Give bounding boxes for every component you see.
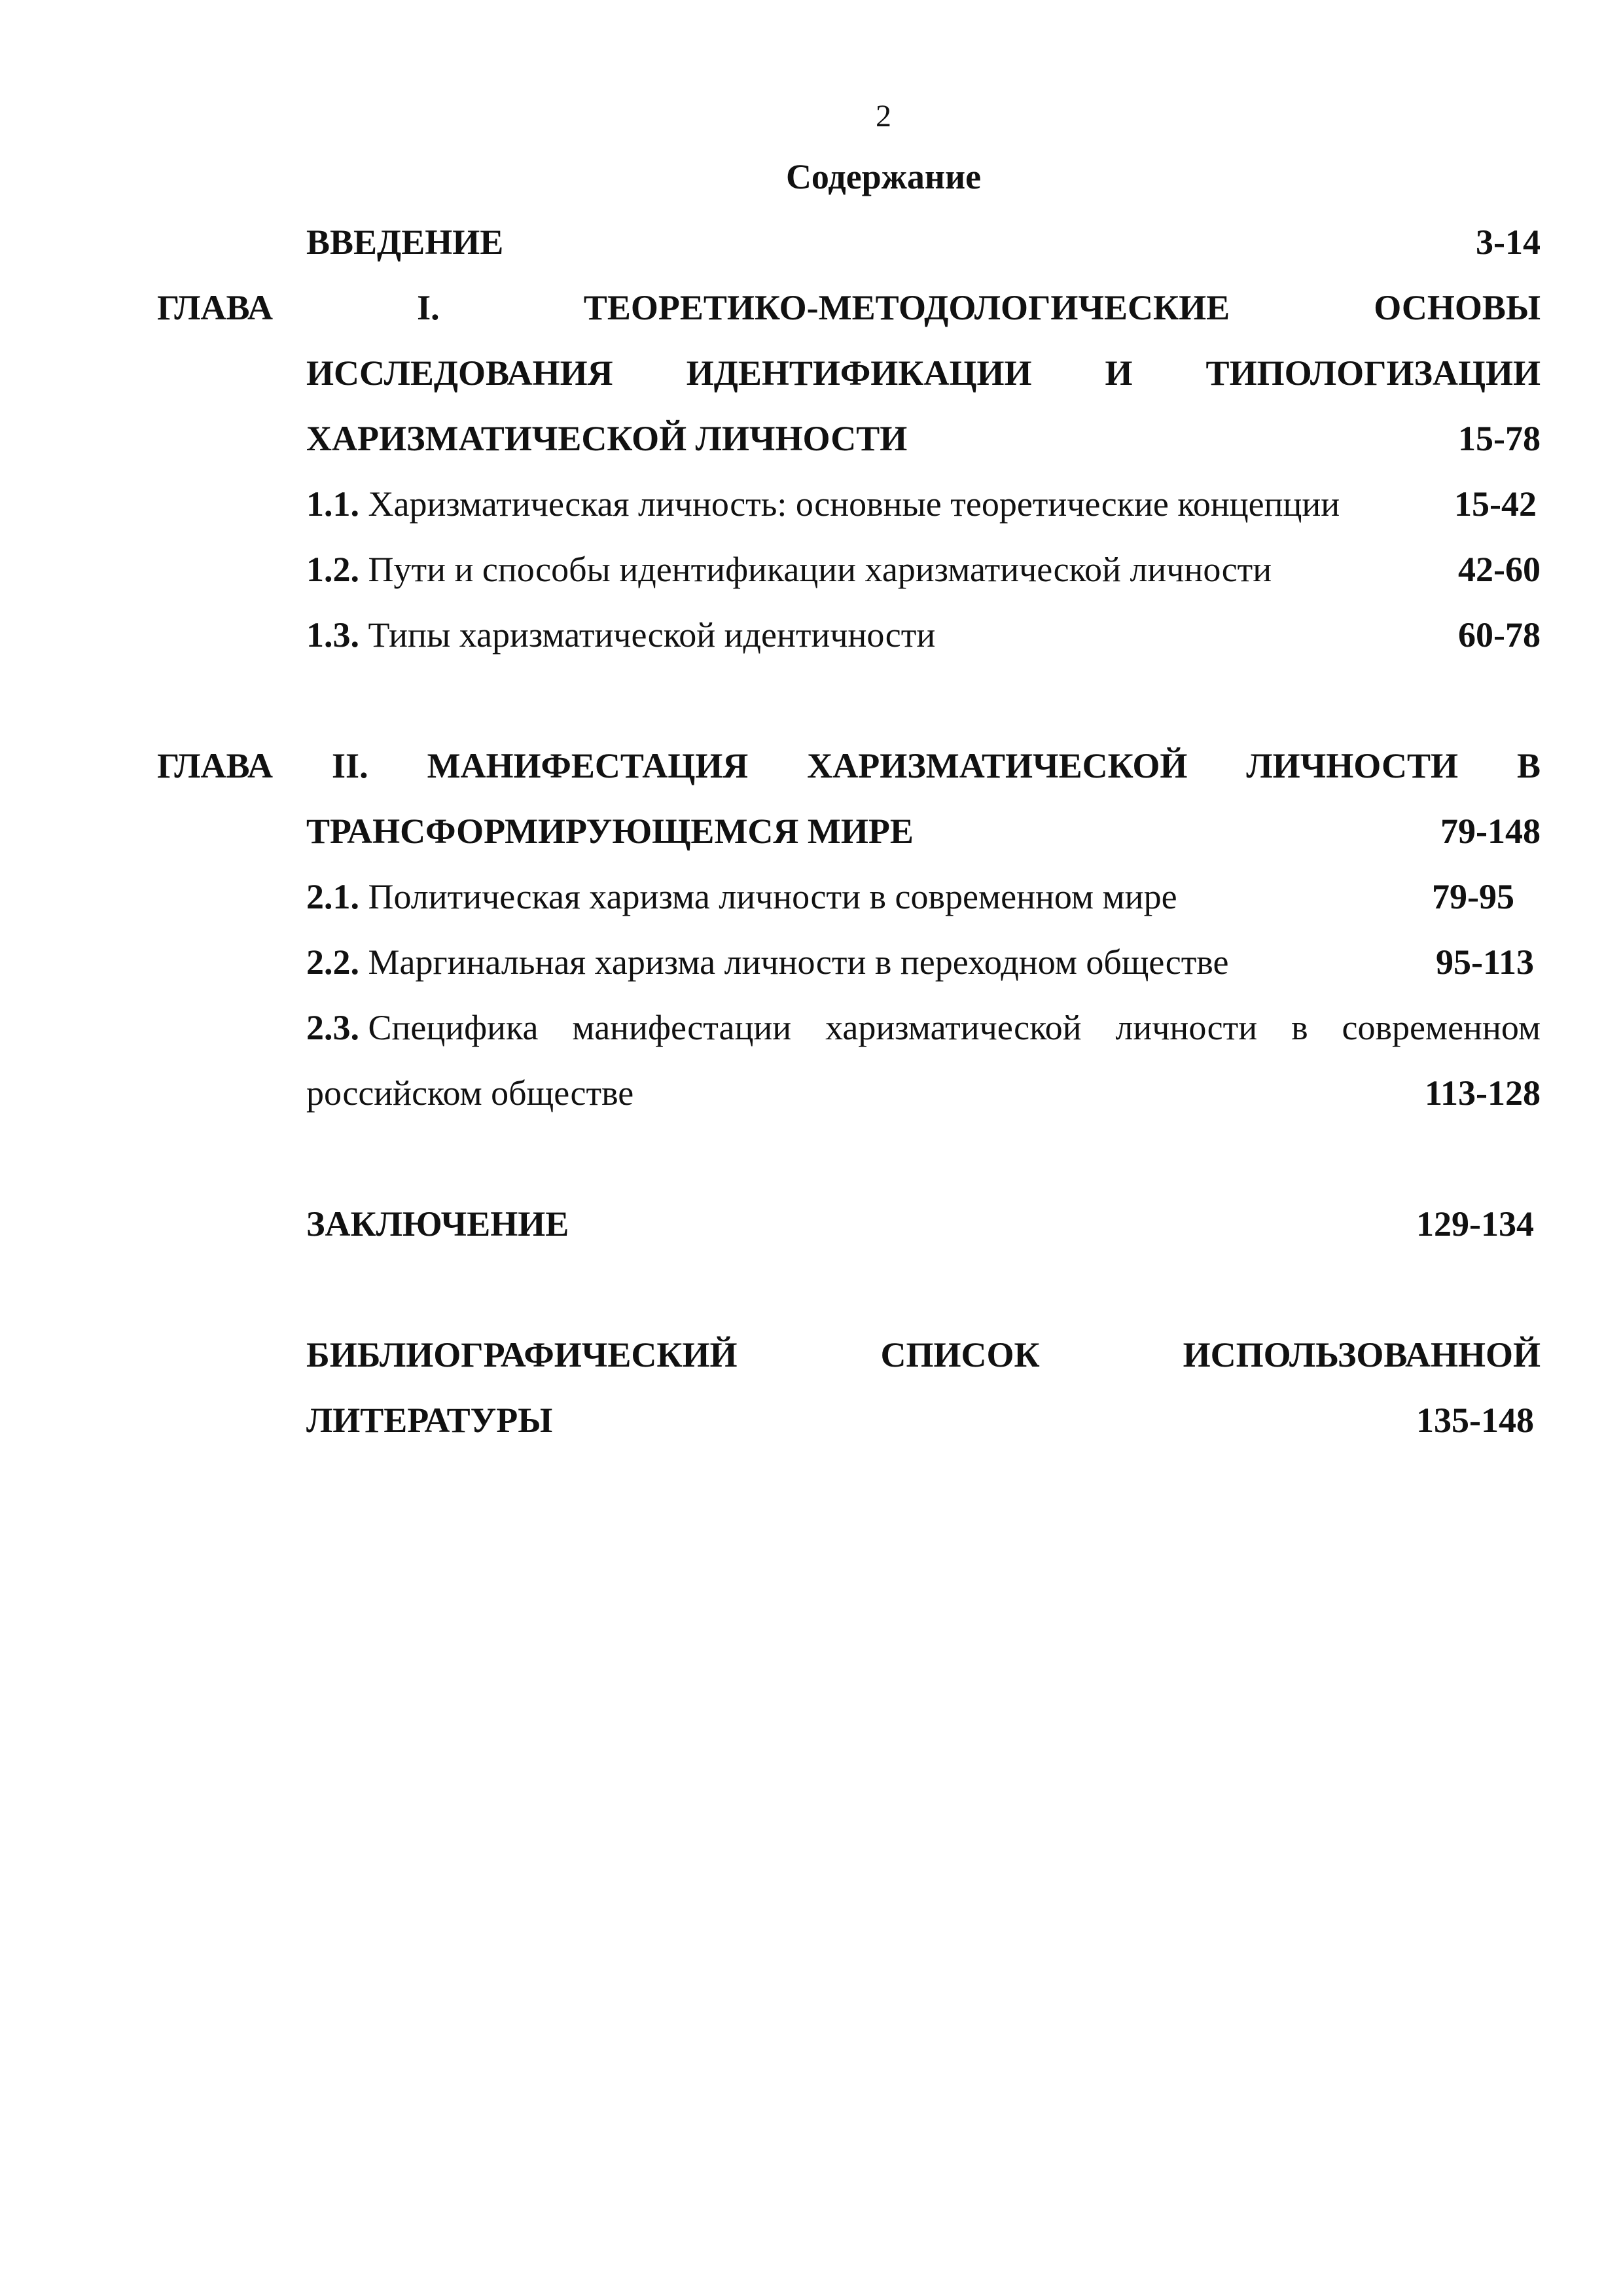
section-title-word: харизматической	[825, 1008, 1082, 1047]
section-title: Политическая харизма личности в современном мире	[359, 877, 1177, 916]
chapter1-word: I.	[417, 288, 440, 327]
bibliography-word: ИСПОЛЬЗОВАННОЙ	[1183, 1335, 1541, 1374]
section-2-3-entry-line2[interactable]: российском обществе	[306, 1073, 634, 1113]
section-title: Типы харизматической идентичности	[359, 615, 936, 655]
section-title-word: современном	[1342, 1008, 1541, 1047]
section-1-3-pages: 60-78	[1458, 615, 1541, 655]
chapter1-pages: 15-78	[1458, 419, 1541, 458]
toc-entry-intro-pages: 3-14	[1476, 223, 1541, 262]
chapter2-word: МАНИФЕСТАЦИЯ	[427, 746, 749, 785]
section-1-2-pages: 42-60	[1458, 550, 1541, 589]
chapter1-word: И	[1105, 353, 1133, 393]
chapter1-word: ОСНОВЫ	[1374, 288, 1541, 327]
bibliography-pages: 135-148	[1416, 1401, 1534, 1440]
chapter2-title-line2[interactable]: ТРАНСФОРМИРУЮЩЕМСЯ МИРЕ	[306, 812, 914, 851]
section-1-2-entry[interactable]	[306, 547, 1272, 592]
toc-entry-conclusion-title[interactable]: ЗАКЛЮЧЕНИЕ	[306, 1204, 569, 1244]
section-title: Харизматическая личность: основные теоретические концепции	[359, 484, 1340, 524]
section-2-2-pages: 95-113	[1435, 942, 1534, 982]
chapter2-word: ГЛАВА	[157, 746, 274, 785]
bibliography-title-line2[interactable]: ЛИТЕРАТУРЫ	[306, 1401, 553, 1440]
chapter2-title-line1[interactable]	[157, 743, 1541, 789]
bibliography-word: СПИСОК	[880, 1335, 1040, 1374]
toc-entry-intro-title[interactable]: ВВЕДЕНИЕ	[306, 223, 504, 262]
chapter2-pages: 79-148	[1440, 812, 1541, 851]
section-title-word: Специфика	[368, 1008, 539, 1047]
chapter1-word: ГЛАВА	[157, 288, 274, 327]
chapter1-word: ТИПОЛОГИЗАЦИИ	[1205, 353, 1541, 393]
toc-heading: Содержание	[785, 157, 982, 196]
chapter1-title-line2[interactable]	[306, 350, 1541, 396]
section-number: 1.2.	[306, 550, 359, 589]
section-2-1-entry[interactable]	[306, 874, 1177, 920]
section-2-2-entry[interactable]	[306, 939, 1228, 985]
chapter1-title-line3[interactable]: ХАРИЗМАТИЧЕСКОЙ ЛИЧНОСТИ	[306, 419, 908, 458]
chapter1-word: ИССЛЕДОВАНИЯ	[306, 353, 613, 393]
chapter2-word: ХАРИЗМАТИЧЕСКОЙ	[807, 746, 1188, 785]
section-2-1-pages: 79-95	[1432, 877, 1514, 916]
section-title-word: в	[1291, 1008, 1308, 1047]
section-number: 2.3.	[306, 1008, 359, 1047]
page-number: 2	[876, 99, 891, 134]
section-title-word: личности	[1115, 1008, 1258, 1047]
chapter1-title-line1[interactable]	[157, 285, 1541, 331]
bibliography-title-line1[interactable]	[306, 1332, 1541, 1378]
section-title: Пути и способы идентификации харизматической личности	[359, 550, 1272, 589]
section-1-3-entry[interactable]	[306, 612, 935, 658]
bibliography-word: БИБЛИОГРАФИЧЕСКИЙ	[306, 1335, 738, 1374]
section-number: 2.1.	[306, 877, 359, 916]
chapter2-word: В	[1516, 746, 1541, 785]
section-number: 1.3.	[306, 615, 359, 655]
chapter1-word: ИДЕНТИФИКАЦИИ	[686, 353, 1032, 393]
toc-entry-conclusion-pages: 129-134	[1416, 1204, 1534, 1244]
section-1-1-entry[interactable]	[306, 481, 1340, 527]
section-number: 2.2.	[306, 942, 359, 982]
section-title: Маргинальная харизма личности в переходном обществе	[359, 942, 1229, 982]
section-number: 1.1.	[306, 484, 359, 524]
chapter1-word: ТЕОРЕТИКО-МЕТОДОЛОГИЧЕСКИЕ	[583, 288, 1230, 327]
chapter2-word: II.	[332, 746, 368, 785]
section-1-1-pages: 15-42	[1454, 484, 1537, 524]
chapter2-word: ЛИЧНОСТИ	[1246, 746, 1458, 785]
section-2-3-entry-line1[interactable]	[306, 1005, 1541, 1050]
section-title-word: манифестации	[572, 1008, 792, 1047]
section-2-3-pages: 113-128	[1424, 1073, 1541, 1113]
